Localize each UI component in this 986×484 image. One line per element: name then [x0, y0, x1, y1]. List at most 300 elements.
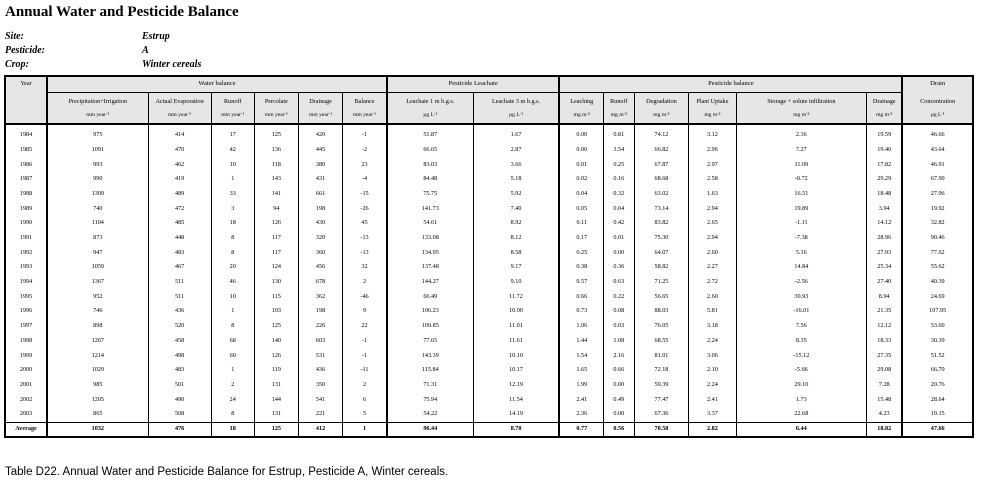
column-header [343, 93, 387, 125]
column-header-name: Runoff [610, 98, 628, 105]
table-cell: -1 [343, 128, 387, 143]
table-cell: 124 [254, 260, 298, 275]
table-cell: 360 [298, 246, 342, 261]
table-cell: 456 [298, 260, 342, 275]
table-cell: 0.03 [604, 319, 635, 334]
table-cell: 109.85 [387, 319, 473, 334]
table-cell: 119 [254, 363, 298, 378]
table-cell: 5.18 [473, 172, 559, 187]
table-row [5, 157, 973, 172]
table-cell: 0.77 [559, 422, 603, 437]
table-cell: 431 [298, 172, 342, 187]
table-cell: 83.82 [634, 216, 689, 231]
table-cell: 993 [47, 157, 148, 172]
table-cell: 29.10 [736, 378, 866, 393]
table-cell: 106.23 [387, 304, 473, 319]
column-header [867, 93, 903, 125]
column-header-name: Leachate 3 m b.g.s. [491, 98, 541, 105]
table-cell: 3.54 [604, 143, 635, 158]
table-cell: 0.81 [604, 128, 635, 143]
table-cell: 7.56 [736, 319, 866, 334]
table-row [5, 187, 973, 202]
table-cell: 12.12 [867, 319, 903, 334]
column-header [298, 93, 342, 125]
table-cell: 30.39 [902, 334, 973, 349]
table-cell: 1990 [5, 216, 47, 231]
table-cell: 27.35 [867, 348, 903, 363]
table-cell: 125 [254, 319, 298, 334]
table-cell: 2 [211, 378, 254, 393]
table-cell: 133.08 [387, 231, 473, 246]
table-cell: 20 [211, 260, 254, 275]
table-cell: 7.28 [867, 378, 903, 393]
table-cell: 0.36 [604, 260, 635, 275]
table-cell: 19.40 [867, 143, 903, 158]
table-cell: 2.97 [689, 157, 736, 172]
column-header-unit: mg $m^{-2}$ [704, 111, 721, 118]
page-title: Annual Water and Pesticide Balance [5, 4, 239, 20]
table-cell: 17.82 [867, 157, 903, 172]
column-header-name: Balance [354, 98, 375, 105]
table-cell: 0.17 [559, 231, 603, 246]
table-cell: 2.41 [559, 392, 603, 407]
column-header-unit: mm year$^{-1}$ [221, 111, 245, 118]
table-cell: 1091 [47, 143, 148, 158]
table-cell: -2 [343, 143, 387, 158]
table-cell: 40.39 [902, 275, 973, 290]
meta-crop-value: Winter cereals [142, 59, 202, 70]
table-cell: 73.14 [634, 201, 689, 216]
table-cell: 125 [254, 128, 298, 143]
column-header-unit: mm year$^{-1}$ [86, 111, 110, 118]
column-header [736, 93, 866, 125]
table-cell: 2.36 [736, 128, 866, 143]
meta-site-label: Site: [5, 31, 24, 42]
table-cell: 118 [254, 157, 298, 172]
table-cell: -15 [343, 187, 387, 202]
table-cell: 75.30 [634, 231, 689, 246]
table-row [5, 290, 973, 305]
table-cell: 43.64 [902, 143, 973, 158]
table-cell: -7.38 [736, 231, 866, 246]
table-cell: 29.29 [867, 172, 903, 187]
table-cell: 8 [211, 231, 254, 246]
table-cell: 448 [148, 231, 211, 246]
table-cell: 8 [211, 319, 254, 334]
table-cell: -2.56 [736, 275, 866, 290]
table-cell: 1999 [5, 348, 47, 363]
table-cell: 28.64 [902, 392, 973, 407]
table-cell: Average [5, 422, 47, 437]
table-cell: 9.10 [473, 275, 559, 290]
balance-table-wrap [4, 75, 974, 438]
table-cell: 66.49 [387, 290, 473, 305]
table-cell: 0.04 [559, 187, 603, 202]
table-cell: 1 [211, 304, 254, 319]
table-cell: -0.72 [736, 172, 866, 187]
table-cell: 8.92 [473, 216, 559, 231]
table-cell: 24.69 [902, 290, 973, 305]
table-cell: 3.37 [689, 407, 736, 422]
table-cell: 350 [298, 378, 342, 393]
table-cell: -1 [343, 334, 387, 349]
table-cell: 0.66 [604, 363, 635, 378]
table-cell: 1996 [5, 304, 47, 319]
table-row [5, 304, 973, 319]
table-cell: 947 [47, 246, 148, 261]
table-cell: 1.54 [559, 348, 603, 363]
table-cell: 5.81 [689, 304, 736, 319]
table-cell: 17 [211, 128, 254, 143]
table-cell: 0.42 [604, 216, 635, 231]
table-cell: 2000 [5, 363, 47, 378]
table-cell: 1.65 [559, 363, 603, 378]
table-cell: 18.33 [867, 334, 903, 349]
column-header [902, 93, 973, 125]
table-cell: 27.96 [902, 187, 973, 202]
table-cell: 0.01 [604, 231, 635, 246]
table-cell: 144 [254, 392, 298, 407]
table-cell: 501 [148, 378, 211, 393]
table-row [5, 392, 973, 407]
table-cell: 0.66 [559, 290, 603, 305]
table-cell: -1.11 [736, 216, 866, 231]
table-cell: 15.48 [867, 392, 903, 407]
table-cell: 489 [148, 187, 211, 202]
table-cell: 54.22 [387, 407, 473, 422]
table-cell: 0.11 [559, 216, 603, 231]
table-cell: 1.08 [604, 334, 635, 349]
column-header-name: Leachate 1 m b.g.s. [406, 98, 455, 105]
table-cell: 2003 [5, 407, 47, 422]
table-cell: 498 [148, 348, 211, 363]
table-cell: 63.02 [634, 187, 689, 202]
table-cell: 77.47 [634, 392, 689, 407]
table-cell: 0.38 [559, 260, 603, 275]
table-cell: 9 [343, 304, 387, 319]
table-cell: 96.44 [387, 422, 473, 437]
table-cell: 19.15 [902, 407, 973, 422]
table-cell: 3.66 [473, 157, 559, 172]
table-cell: 511 [148, 275, 211, 290]
table-cell: 66.82 [634, 143, 689, 158]
table-cell: 1 [211, 363, 254, 378]
table-cell: 0.01 [559, 157, 603, 172]
table-cell: 467 [148, 260, 211, 275]
table-cell: 2.94 [689, 231, 736, 246]
table-cell: 1059 [47, 260, 148, 275]
table-cell: 83.03 [387, 157, 473, 172]
table-cell: 414 [148, 128, 211, 143]
table-cell: 2 [343, 275, 387, 290]
table-cell: 5 [343, 407, 387, 422]
table-cell: 1.99 [559, 378, 603, 393]
table-cell: -16.01 [736, 304, 866, 319]
meta-pesticide-value: A [142, 45, 149, 56]
table-cell: 3.94 [867, 201, 903, 216]
table-cell: 19.59 [867, 128, 903, 143]
table-cell: 362 [298, 290, 342, 305]
table-cell: 2.36 [559, 407, 603, 422]
table-cell: 2.27 [689, 260, 736, 275]
table-cell: 134.95 [387, 246, 473, 261]
table-cell: 1029 [47, 363, 148, 378]
table-cell: 661 [298, 187, 342, 202]
table-cell: 541 [298, 392, 342, 407]
table-cell: 2.16 [604, 348, 635, 363]
table-cell: 4.23 [867, 407, 903, 422]
table-cell: 8.58 [473, 246, 559, 261]
table-row [5, 172, 973, 187]
table-cell: 8.35 [736, 334, 866, 349]
column-header-name: Percolate [264, 98, 288, 105]
column-header-unit: mm year$^{-1}$ [309, 111, 333, 118]
meta-site-value: Estrup [142, 31, 170, 42]
table-cell: 18 [211, 216, 254, 231]
table-cell: 873 [47, 231, 148, 246]
table-cell: 1267 [47, 334, 148, 349]
table-cell: 3 [211, 201, 254, 216]
column-header-unit: mm year$^{-1}$ [352, 111, 377, 118]
table-cell: 68.68 [634, 172, 689, 187]
table-row [5, 378, 973, 393]
table-cell: 12.19 [473, 378, 559, 393]
table-cell: 1 [343, 422, 387, 437]
table-cell: 126 [254, 348, 298, 363]
table-cell: 0.56 [604, 422, 635, 437]
table-cell: 420 [298, 128, 342, 143]
table-cell: 490 [148, 392, 211, 407]
table-cell: 1.06 [559, 319, 603, 334]
column-header-name: Drainage [309, 98, 332, 105]
table-cell: 141 [254, 187, 298, 202]
table-cell: 1.44 [559, 334, 603, 349]
table-cell: 678 [298, 275, 342, 290]
table-cell: 1205 [47, 392, 148, 407]
table-cell: 55.62 [902, 260, 973, 275]
table-cell: 226 [298, 319, 342, 334]
column-header-unit: µg $L^{-1}$ [930, 110, 945, 118]
table-cell: 0.63 [604, 275, 635, 290]
table-cell: 5.16 [736, 246, 866, 261]
column-header-name: Precipitation+Irrigation [68, 98, 128, 105]
table-row [5, 363, 973, 378]
table-cell: 3.06 [689, 348, 736, 363]
table-cell: 0.25 [604, 157, 635, 172]
table-cell: 140 [254, 334, 298, 349]
table-cell: 952 [47, 290, 148, 305]
table-cell: 29.08 [867, 363, 903, 378]
drain-header: Drain [902, 76, 973, 93]
column-header-name: Plant Uptake [696, 98, 729, 105]
table-cell: 20.76 [902, 378, 973, 393]
table-cell: 458 [148, 334, 211, 349]
table-cell: 33 [211, 187, 254, 202]
table-cell: -1 [343, 348, 387, 363]
table-cell: 1991 [5, 231, 47, 246]
table-cell: 2.10 [689, 363, 736, 378]
table-cell: -46 [343, 290, 387, 305]
table-cell: 90.46 [902, 231, 973, 246]
table-cell: 11.61 [473, 334, 559, 349]
table-cell: 990 [47, 172, 148, 187]
table-cell: 77.65 [387, 334, 473, 349]
table-cell: 8 [211, 246, 254, 261]
column-header-unit: µg $L^{-1}$ [508, 111, 524, 118]
column-header-unit: mm year$^{-1}$ [264, 111, 288, 118]
table-cell: 1.67 [473, 128, 559, 143]
table-cell: 88.03 [634, 304, 689, 319]
table-cell: -15.12 [736, 348, 866, 363]
table-cell: 483 [148, 246, 211, 261]
table-cell: 1367 [47, 275, 148, 290]
table-cell: 19.92 [902, 201, 973, 216]
table-cell: 531 [298, 348, 342, 363]
table-cell: 198 [298, 304, 342, 319]
table-cell: 1995 [5, 290, 47, 305]
table-cell: 1997 [5, 319, 47, 334]
column-header-name: Storage + solute infiltration [767, 98, 836, 105]
table-row [5, 216, 973, 231]
table-cell: 2.94 [689, 201, 736, 216]
table-cell: 22 [343, 319, 387, 334]
table-cell: 64.07 [634, 246, 689, 261]
table-cell: 19.89 [736, 201, 866, 216]
column-header-name: Runoff [224, 98, 242, 105]
table-cell: 68.55 [634, 334, 689, 349]
table-cell: 77.62 [902, 246, 973, 261]
table-cell: 67.90 [902, 172, 973, 187]
table-cell: -4 [343, 172, 387, 187]
table-cell: 16.51 [736, 187, 866, 202]
table-cell: 11.72 [473, 290, 559, 305]
group-header-row [5, 76, 973, 93]
column-header-unit: mg $m^{-2}$ [653, 111, 670, 118]
table-cell: 130 [254, 275, 298, 290]
column-header-unit: µg $L^{-1}$ [423, 111, 438, 118]
table-cell: 72.18 [634, 363, 689, 378]
column-header-row [5, 93, 973, 125]
table-cell: 131 [254, 407, 298, 422]
table-cell: 7.27 [736, 143, 866, 158]
table-cell: 1998 [5, 334, 47, 349]
column-header [604, 93, 635, 125]
table-cell: 10.90 [473, 304, 559, 319]
table-row [5, 334, 973, 349]
table-cell: 2.41 [689, 392, 736, 407]
table-cell: 1988 [5, 187, 47, 202]
table-row [5, 128, 973, 143]
table-cell: 136 [254, 143, 298, 158]
table-cell: 0.25 [559, 246, 603, 261]
column-header [47, 93, 148, 125]
table-caption: Table D22. Annual Water and Pesticide Balance for Estrup, Pesticide A, Winter cereals. [5, 466, 449, 478]
table-cell: 0.05 [559, 201, 603, 216]
table-cell: 2.96 [689, 143, 736, 158]
table-cell: 0.49 [604, 392, 635, 407]
table-cell: 42 [211, 143, 254, 158]
table-cell: 67.36 [634, 407, 689, 422]
average-row [5, 422, 973, 437]
table-cell: 11.01 [473, 319, 559, 334]
table-cell: 0.00 [559, 128, 603, 143]
table-cell: 5.92 [473, 187, 559, 202]
table-cell: 67.87 [634, 157, 689, 172]
table-cell: 25.34 [867, 260, 903, 275]
table-cell: 27.93 [867, 246, 903, 261]
table-cell: 436 [148, 304, 211, 319]
table-cell: 47.66 [902, 422, 973, 437]
table-cell: 1993 [5, 260, 47, 275]
table-cell: 2.58 [689, 172, 736, 187]
column-header-unit: mg $m^{-2}$ [610, 111, 627, 118]
table-cell: 117 [254, 246, 298, 261]
table-cell: 71.25 [634, 275, 689, 290]
table-cell: 2001 [5, 378, 47, 393]
table-cell: 53.60 [902, 319, 973, 334]
table-cell: 51.52 [902, 348, 973, 363]
table-cell: 1984 [5, 128, 47, 143]
table-cell: -13 [343, 246, 387, 261]
table-cell: 1986 [5, 157, 47, 172]
table-cell: 985 [47, 378, 148, 393]
table-cell: 8 [211, 407, 254, 422]
column-header-unit: mg $m^{-2}$ [876, 111, 893, 118]
table-cell: 6 [343, 392, 387, 407]
table-cell: 0.57 [559, 275, 603, 290]
meta-crop-label: Crop: [5, 59, 29, 70]
table-cell: 131 [254, 378, 298, 393]
table-cell: -5.66 [736, 363, 866, 378]
column-header [689, 93, 736, 125]
column-header [387, 93, 473, 125]
table-row [5, 246, 973, 261]
table-cell: 9.17 [473, 260, 559, 275]
table-cell: 436 [298, 363, 342, 378]
table-cell: 27.40 [867, 275, 903, 290]
column-header-unit: mm year$^{-1}$ [168, 111, 192, 118]
table-cell: 1.73 [736, 392, 866, 407]
table-cell: 94 [254, 201, 298, 216]
column-header [254, 93, 298, 125]
table-cell: 84.48 [387, 172, 473, 187]
column-header [634, 93, 689, 125]
table-cell: -13 [343, 231, 387, 246]
table-cell: 125 [254, 422, 298, 437]
table-cell: 115.84 [387, 363, 473, 378]
table-cell: 14.84 [736, 260, 866, 275]
table-cell: 11.54 [473, 392, 559, 407]
table-cell: 470 [148, 143, 211, 158]
table-cell: 3.18 [689, 319, 736, 334]
table-body [5, 124, 973, 437]
table-cell: 2.87 [473, 143, 559, 158]
table-cell: 511 [148, 290, 211, 305]
table-cell: 75.94 [387, 392, 473, 407]
column-header [148, 93, 211, 125]
table-cell: 10.10 [473, 348, 559, 363]
table-cell: 2.60 [689, 290, 736, 305]
table-cell: 46.66 [902, 128, 973, 143]
table-cell: 66.70 [902, 363, 973, 378]
table-cell: 18 [211, 422, 254, 437]
table-cell: 430 [298, 216, 342, 231]
table-cell: 746 [47, 304, 148, 319]
table-cell: 28.96 [867, 231, 903, 246]
table-cell: 6.44 [736, 422, 866, 437]
table-cell: 2.60 [689, 246, 736, 261]
meta-pesticide-label: Pesticide: [5, 45, 45, 56]
